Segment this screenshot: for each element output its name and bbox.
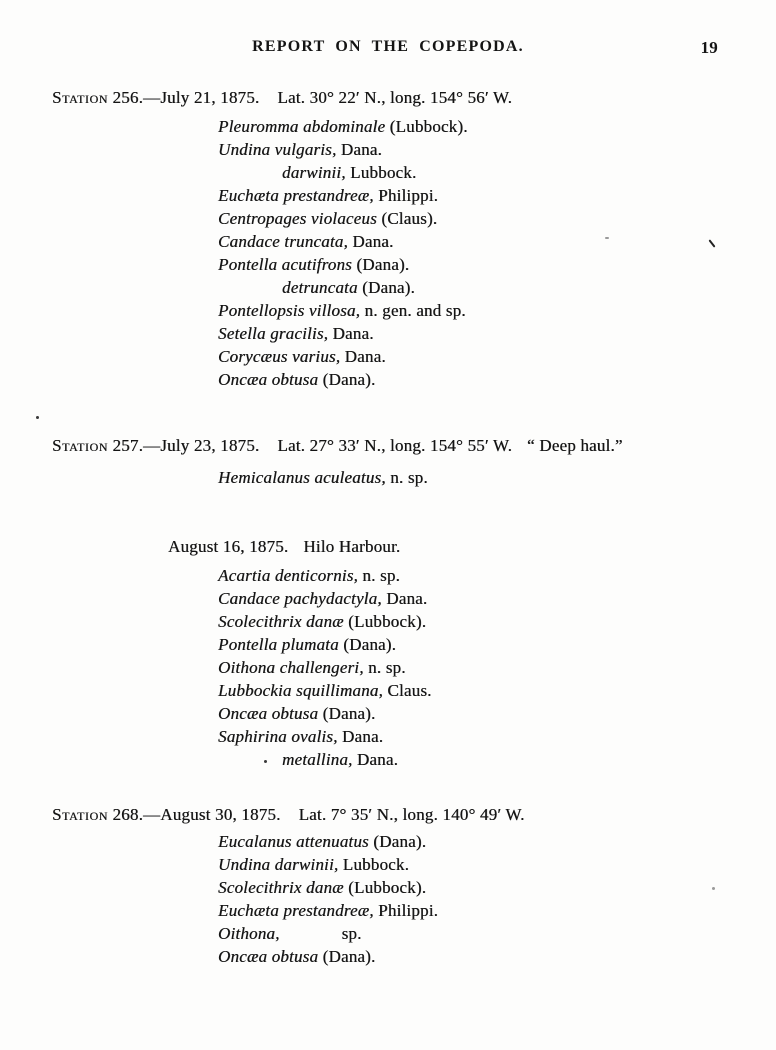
- species-name: Candace truncata,: [218, 232, 348, 251]
- species-entry: [218, 725, 432, 748]
- species-entry: [218, 853, 438, 876]
- scan-speck: [605, 237, 609, 239]
- species-authority: n. sp.: [357, 566, 401, 585]
- scan-speck: [264, 760, 267, 763]
- species-entry: [218, 748, 432, 771]
- species-entry: [218, 679, 432, 702]
- species-entry: [218, 922, 438, 945]
- page-number: 19: [700, 38, 718, 57]
- species-name: Oncæa obtusa: [218, 370, 319, 389]
- species-entry: [218, 587, 432, 610]
- species-name: metallina,: [282, 750, 353, 769]
- station-date: 256.—July 21, 1875.: [108, 88, 260, 107]
- species-authority: (Dana).: [351, 255, 410, 274]
- species-name: darwinii,: [282, 163, 346, 182]
- species-authority: Dana.: [381, 589, 428, 608]
- species-authority: (Lubbock).: [343, 612, 427, 631]
- species-name: Pleuromma abdominale: [218, 117, 386, 136]
- station-256-species-list: [218, 115, 468, 391]
- station-date: 257.—July 23, 1875.: [108, 436, 260, 455]
- species-authority: (Dana).: [338, 635, 397, 654]
- page-header: [0, 38, 776, 60]
- station-coordinates: Lat. 30° 22′ N., long. 154° 56′ W.: [277, 88, 513, 107]
- species-entry: [218, 830, 438, 853]
- species-name: Setella gracilis,: [218, 324, 329, 343]
- species-authority: (Dana).: [357, 278, 415, 297]
- species-name: Oithona challengeri,: [218, 658, 364, 677]
- species-authority: n. gen. and sp.: [360, 301, 466, 320]
- species-entry: [218, 633, 432, 656]
- species-name: Oncæa obtusa: [218, 947, 319, 966]
- species-authority: (Dana).: [318, 704, 376, 723]
- species-authority: Philippi.: [373, 186, 439, 205]
- species-name: Eucalanus attenuatus: [218, 832, 369, 851]
- species-entry: [218, 876, 438, 899]
- species-entry: [218, 138, 468, 161]
- species-name: Acartia denticornis,: [218, 566, 358, 585]
- station-coordinates: Lat. 7° 35′ N., long. 140° 49′ W.: [298, 805, 525, 824]
- species-entry: [218, 564, 432, 587]
- species-authority: (Claus).: [376, 209, 438, 228]
- species-name: Undina vulgaris,: [218, 140, 337, 159]
- species-authority: Claus.: [382, 681, 432, 700]
- species-entry: [218, 184, 468, 207]
- species-entry: [218, 702, 432, 725]
- species-entry: [218, 466, 428, 489]
- station-note: “ Deep haul.”: [527, 436, 623, 455]
- species-authority: Dana.: [337, 727, 384, 746]
- heading-date: August 16, 1875.: [168, 537, 289, 556]
- species-authority: Lubbock.: [345, 163, 417, 182]
- species-entry: [218, 322, 468, 345]
- species-entry: [218, 253, 468, 276]
- hilo-harbour-species-list: [218, 564, 432, 771]
- heading-place: Hilo Harbour.: [303, 537, 401, 556]
- station-date: 268.—August 30, 1875.: [108, 805, 281, 824]
- station-256-heading: [52, 87, 512, 109]
- species-entry: [218, 899, 438, 922]
- species-name: Pontella plumata: [218, 635, 339, 654]
- species-authority: Dana.: [347, 232, 394, 251]
- species-name: Pontella acutifrons: [218, 255, 352, 274]
- species-name: Lubbockia squillimana,: [218, 681, 383, 700]
- species-authority: sp.: [341, 924, 362, 943]
- species-entry: [218, 368, 468, 391]
- species-entry: [218, 299, 468, 322]
- species-authority: (Dana).: [368, 832, 427, 851]
- station-label: Station: [52, 88, 109, 107]
- species-authority: (Dana).: [318, 947, 376, 966]
- species-authority: (Lubbock).: [343, 878, 427, 897]
- station-268-species-list: [218, 830, 438, 968]
- species-name: Oncæa obtusa: [218, 704, 319, 723]
- station-257-heading: [52, 435, 623, 457]
- species-authority: n. sp.: [385, 468, 428, 487]
- species-name: Scolecithrix danæ: [218, 612, 344, 631]
- species-name: Corycæus varius,: [218, 347, 341, 366]
- species-name: Saphirina ovalis,: [218, 727, 338, 746]
- scan-speck: [712, 887, 715, 890]
- station-label: Station: [52, 805, 109, 824]
- species-entry: [218, 230, 468, 253]
- station-268-heading: [52, 804, 525, 826]
- species-name: Euchæta prestandreæ,: [218, 901, 374, 920]
- species-entry: [218, 345, 468, 368]
- species-name: Centropages violaceus: [218, 209, 377, 228]
- species-name: Pontellopsis villosa,: [218, 301, 361, 320]
- species-entry: [218, 207, 468, 230]
- station-coordinates: Lat. 27° 33′ N., long. 154° 55′ W.: [277, 436, 513, 455]
- species-authority: Lubbock.: [338, 855, 410, 874]
- species-name: Undina darwinii,: [218, 855, 339, 874]
- species-authority: Dana.: [336, 140, 383, 159]
- species-name: Euchæta prestandreæ,: [218, 186, 374, 205]
- species-entry: [218, 656, 432, 679]
- species-authority: n. sp.: [363, 658, 406, 677]
- species-authority: Dana.: [328, 324, 374, 343]
- species-entry: [218, 276, 468, 299]
- scan-speck: [708, 239, 715, 247]
- species-entry: [218, 161, 468, 184]
- species-entry: [218, 610, 432, 633]
- scan-speck: [36, 416, 39, 419]
- species-name: Oithona,: [218, 924, 280, 943]
- species-name: Candace pachydactyla,: [218, 589, 382, 608]
- species-authority: (Dana).: [318, 370, 376, 389]
- hilo-harbour-heading: [168, 536, 400, 558]
- page-title: REPORT ON THE COPEPODA.: [252, 38, 524, 55]
- species-authority: Dana.: [352, 750, 399, 769]
- species-entry: [218, 115, 468, 138]
- species-name: Hemicalanus aculeatus,: [218, 468, 386, 487]
- species-entry: [218, 945, 438, 968]
- station-label: Station: [52, 436, 109, 455]
- species-name: detruncata: [282, 278, 358, 297]
- species-name: Scolecithrix danæ: [218, 878, 344, 897]
- species-authority: Philippi.: [373, 901, 439, 920]
- species-authority: (Lubbock).: [385, 117, 468, 136]
- station-257-species-list: [218, 466, 428, 489]
- species-authority: Dana.: [340, 347, 386, 366]
